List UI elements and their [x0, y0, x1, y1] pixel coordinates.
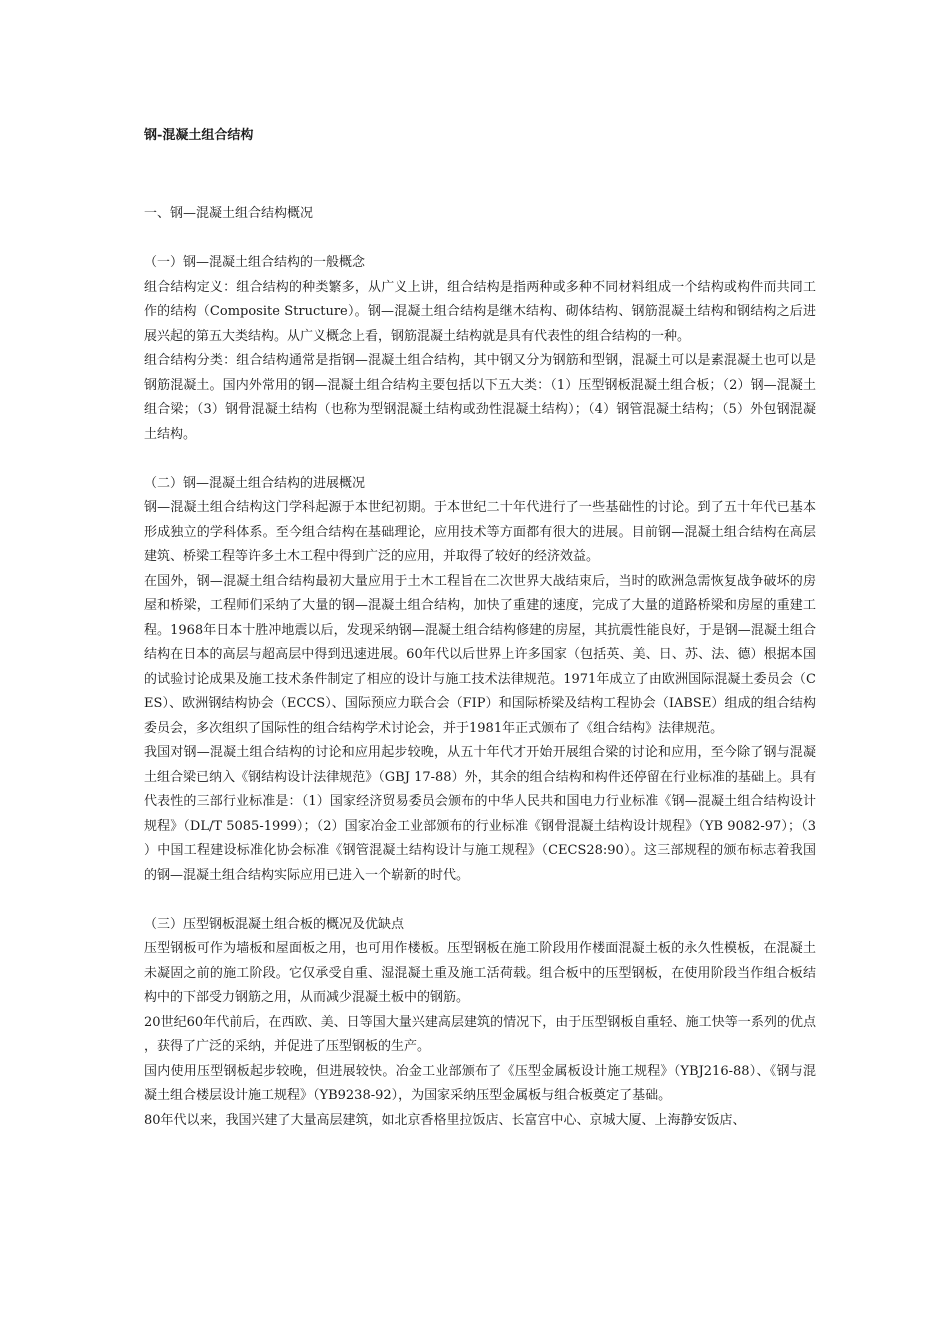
paragraph: 组合结构分类：组合结构通常是指钢—混凝土组合结构，其中钢又分为钢筋和型钢，混凝土可以是素混凝土也可以是钢筋混凝土。国内外常用的钢—混凝土组合结构主要包括以下五大类：（1）压型钢板混凝土组合板；（2）钢—混凝土组合梁；（3）钢骨混凝土结构（也称为型钢混凝土结构或劲性混凝土结构）；（4）钢管混凝土结构；（5）外包钢混凝土结构。: [144, 353, 816, 442]
subsection-3: [144, 913, 816, 1134]
paragraph: 20世纪60年代前后，在西欧、美、日等国大量兴建高层建筑的情况下，由于压型钢板自重轻、施工快等一系列的优点，获得了广泛的采纳，并促进了压型钢板的生产。: [144, 1014, 816, 1054]
subsection-heading: （一）钢—混凝土组合结构的一般概念: [144, 255, 366, 270]
subsection-2: [144, 472, 816, 889]
paragraph: 组合结构定义：组合结构的种类繁多，从广义上讲，组合结构是指两种或多种不同材料组成一个结构或构件而共同工作的结构（Composite Structure）。钢—混凝土组合结构是继木结构、砌体结构、钢筋混凝土结构和钢结构之后进展兴起的第五大类结构。从广义概念上看，钢筋混凝土结构就是具有代表性的组合结构的一种。: [144, 279, 816, 344]
section-heading: 一、钢—混凝土组合结构概况: [144, 206, 314, 221]
spacer: [144, 447, 816, 472]
document-title: 钢-混凝土组合结构: [144, 128, 254, 143]
paragraph: 80年代以来，我国兴建了大量高层建筑，如北京香格里拉饭店、长富宫中心、京城大厦、上海静安饭店、: [144, 1112, 746, 1128]
paragraph: 在国外，钢—混凝土组合结构最初大量应用于土木工程旨在二次世界大战结束后，当时的欧洲急需恢复战争破坏的房屋和桥梁，工程师们采纳了大量的钢—混凝土组合结构，加快了重建的速度，完成了大量的道路桥梁和房屋的重建工程。1968年日本十胜冲地震以后，发现采纳钢—混凝土组合结构修建的房屋，其抗震性能良好，于是钢—混凝土组合结构在日本的高层与超高层中得到迅速进展。60年代以后世界上许多国家（包括英、美、日、苏、法、德）根据本国的试验讨论成果及施工技术条件制定了相应的设计与施工技术法律规范。1971年成立了由欧洲国际混凝土委员会（CES）、欧洲钢结构协会（ECCS）、国际预应力联合会（FIP）和国际桥梁及结构工程协会（IABSE）组成的组合结构委员会，多次组织了国际性的组合结构学术讨论会，并于1981年正式颁布了《组合结构》法律规范。: [144, 573, 816, 736]
spacer: [144, 888, 816, 913]
subsection-heading: （二）钢—混凝土组合结构的进展概况: [144, 475, 366, 491]
paragraph: 压型钢板可作为墙板和屋面板之用，也可用作楼板。压型钢板在施工阶段用作楼面混凝土板的永久性模板，在混凝土未凝固之前的施工阶段。它仅承受自重、湿混凝土重及施工活荷载。组合板中的压型钢板，在使用阶段当作组合板结构中的下部受力钢筋之用，从而减少混凝土板中的钢筋。: [144, 941, 816, 1005]
paragraph: 钢—混凝土组合结构这门学科起源于本世纪初期。于本世纪二十年代进行了一些基础性的讨论。到了五十年代已基本形成独立的学科体系。至今组合结构在基础理论，应用技术等方面都有很大的进展。目前钢—混凝土组合结构在高层建筑、桥梁工程等许多土木工程中得到广泛的应用，并取得了较好的经济效益。: [144, 500, 816, 564]
paragraph: 我国对钢—混凝土组合结构的讨论和应用起步较晚，从五十年代才开始开展组合梁的讨论和应用，至今除了钢与混凝土组合梁已纳入《钢结构设计法律规范》（GBJ 17-88）外，其余的组合结构和构件还停留在行业标准的基础上。具有代表性的三部行业标准是：（1）国家经济贸易委员会颁布的中华人民共和国电力行业标准《钢—混凝土组合结构设计规程》（DL/T 5085-1999）；（2）国家冶金工业部颁布的行业标准《钢骨混凝土结构设计规程》（YB 9082-97）；（3）中国工程建设标准化协会标准《钢管混凝土结构设计与施工规程》（CECS28:90）。这三部规程的颁布标志着我国的钢—混凝土组合结构实际应用已进入一个崭新的时代。: [144, 745, 816, 883]
spacer: [144, 227, 816, 252]
subsection-1: [144, 251, 816, 447]
paragraph: 国内使用压型钢板起步较晚，但进展较快。冶金工业部颁布了《压型金属板设计施工规程》（YBJ216-88）、《钢与混凝土组合楼层设计施工规程》（YB9238-92），为国家采纳压型金属板与组合板奠定了基础。: [144, 1063, 816, 1103]
subsection-heading: （三）压型钢板混凝土组合板的概况及优缺点: [144, 916, 405, 932]
document-body: [144, 202, 816, 1133]
